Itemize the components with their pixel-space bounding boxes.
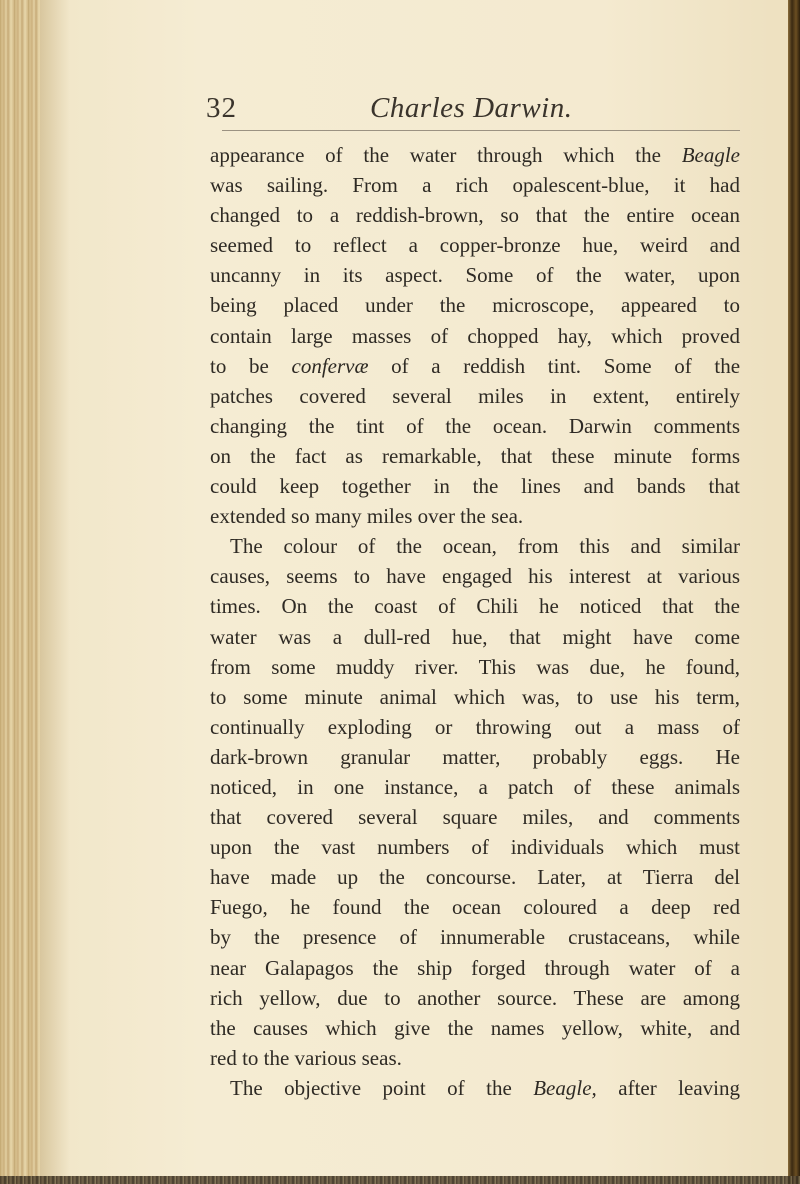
text-line: extended so many miles over the sea. <box>210 504 524 529</box>
text-line: changing the tint of the ocean. Darwin comments <box>210 413 740 438</box>
text-line: patches covered several miles in extent, entirely <box>210 383 740 408</box>
text-line: uncanny in its aspect. Some of the water, upon <box>210 263 740 288</box>
text-line: being placed under the microscope, appeared to <box>210 293 740 318</box>
text-line: contain large masses of chopped hay, which proved <box>210 323 740 348</box>
text-line: was sailing. From a rich opalescent-blue, it had <box>210 173 740 198</box>
text-line: red to the various seas. <box>210 1045 402 1070</box>
text-line: water was a dull-red hue, that might have come <box>210 624 740 649</box>
text-line: that covered several square miles, and comments <box>210 805 740 830</box>
page-binding-edge <box>0 0 40 1184</box>
text-line: the causes which give the names yellow, white, and <box>210 1015 740 1040</box>
running-title: Charles Darwin. <box>370 92 573 124</box>
text-line: upon the vast numbers of individuals which must <box>210 835 740 860</box>
body-text <box>210 140 740 1103</box>
text-line: seemed to reflect a copper-bronze hue, weird and <box>210 233 740 258</box>
text-line: dark-brown granular matter, probably eggs. He <box>210 744 740 769</box>
page-bottom-edge <box>0 1176 800 1184</box>
text-line: Fuego, he found the ocean coloured a deep red <box>210 895 740 920</box>
page-right-edge <box>788 0 800 1184</box>
text-line: by the presence of innumerable crustaceans, while <box>210 925 740 950</box>
text-line: The objective point of the Beagle, after leaving <box>230 1075 740 1100</box>
text-line: continually exploding or throwing out a mass of <box>210 714 740 739</box>
text-line: have made up the concourse. Later, at Tierra del <box>210 865 740 890</box>
text-line: to some minute animal which was, to use his term, <box>210 684 740 709</box>
text-line: causes, seems to have engaged his interest at various <box>210 564 740 589</box>
binding-shadow <box>40 0 70 1184</box>
text-line: times. On the coast of Chili he noticed that the <box>210 594 740 619</box>
text-line: to be confervæ of a reddish tint. Some of the <box>210 353 741 378</box>
text-line: noticed, in one instance, a patch of these animals <box>210 774 740 799</box>
text-line: The colour of the ocean, from this and similar <box>230 534 740 559</box>
page-number: 32 <box>206 92 237 124</box>
text-line: near Galapagos the ship forged through water of a <box>210 955 740 980</box>
page-header <box>208 92 738 132</box>
text-line: could keep together in the lines and bands that <box>210 474 740 499</box>
text-line: rich yellow, due to another source. These are among <box>210 985 740 1010</box>
text-line: from some muddy river. This was due, he found, <box>210 654 740 679</box>
text-line: on the fact as remarkable, that these minute forms <box>210 443 740 468</box>
text-line: changed to a reddish-brown, so that the entire ocean <box>210 203 740 228</box>
text-line: appearance of the water through which the Beagle <box>210 143 740 167</box>
header-rule <box>222 130 740 131</box>
